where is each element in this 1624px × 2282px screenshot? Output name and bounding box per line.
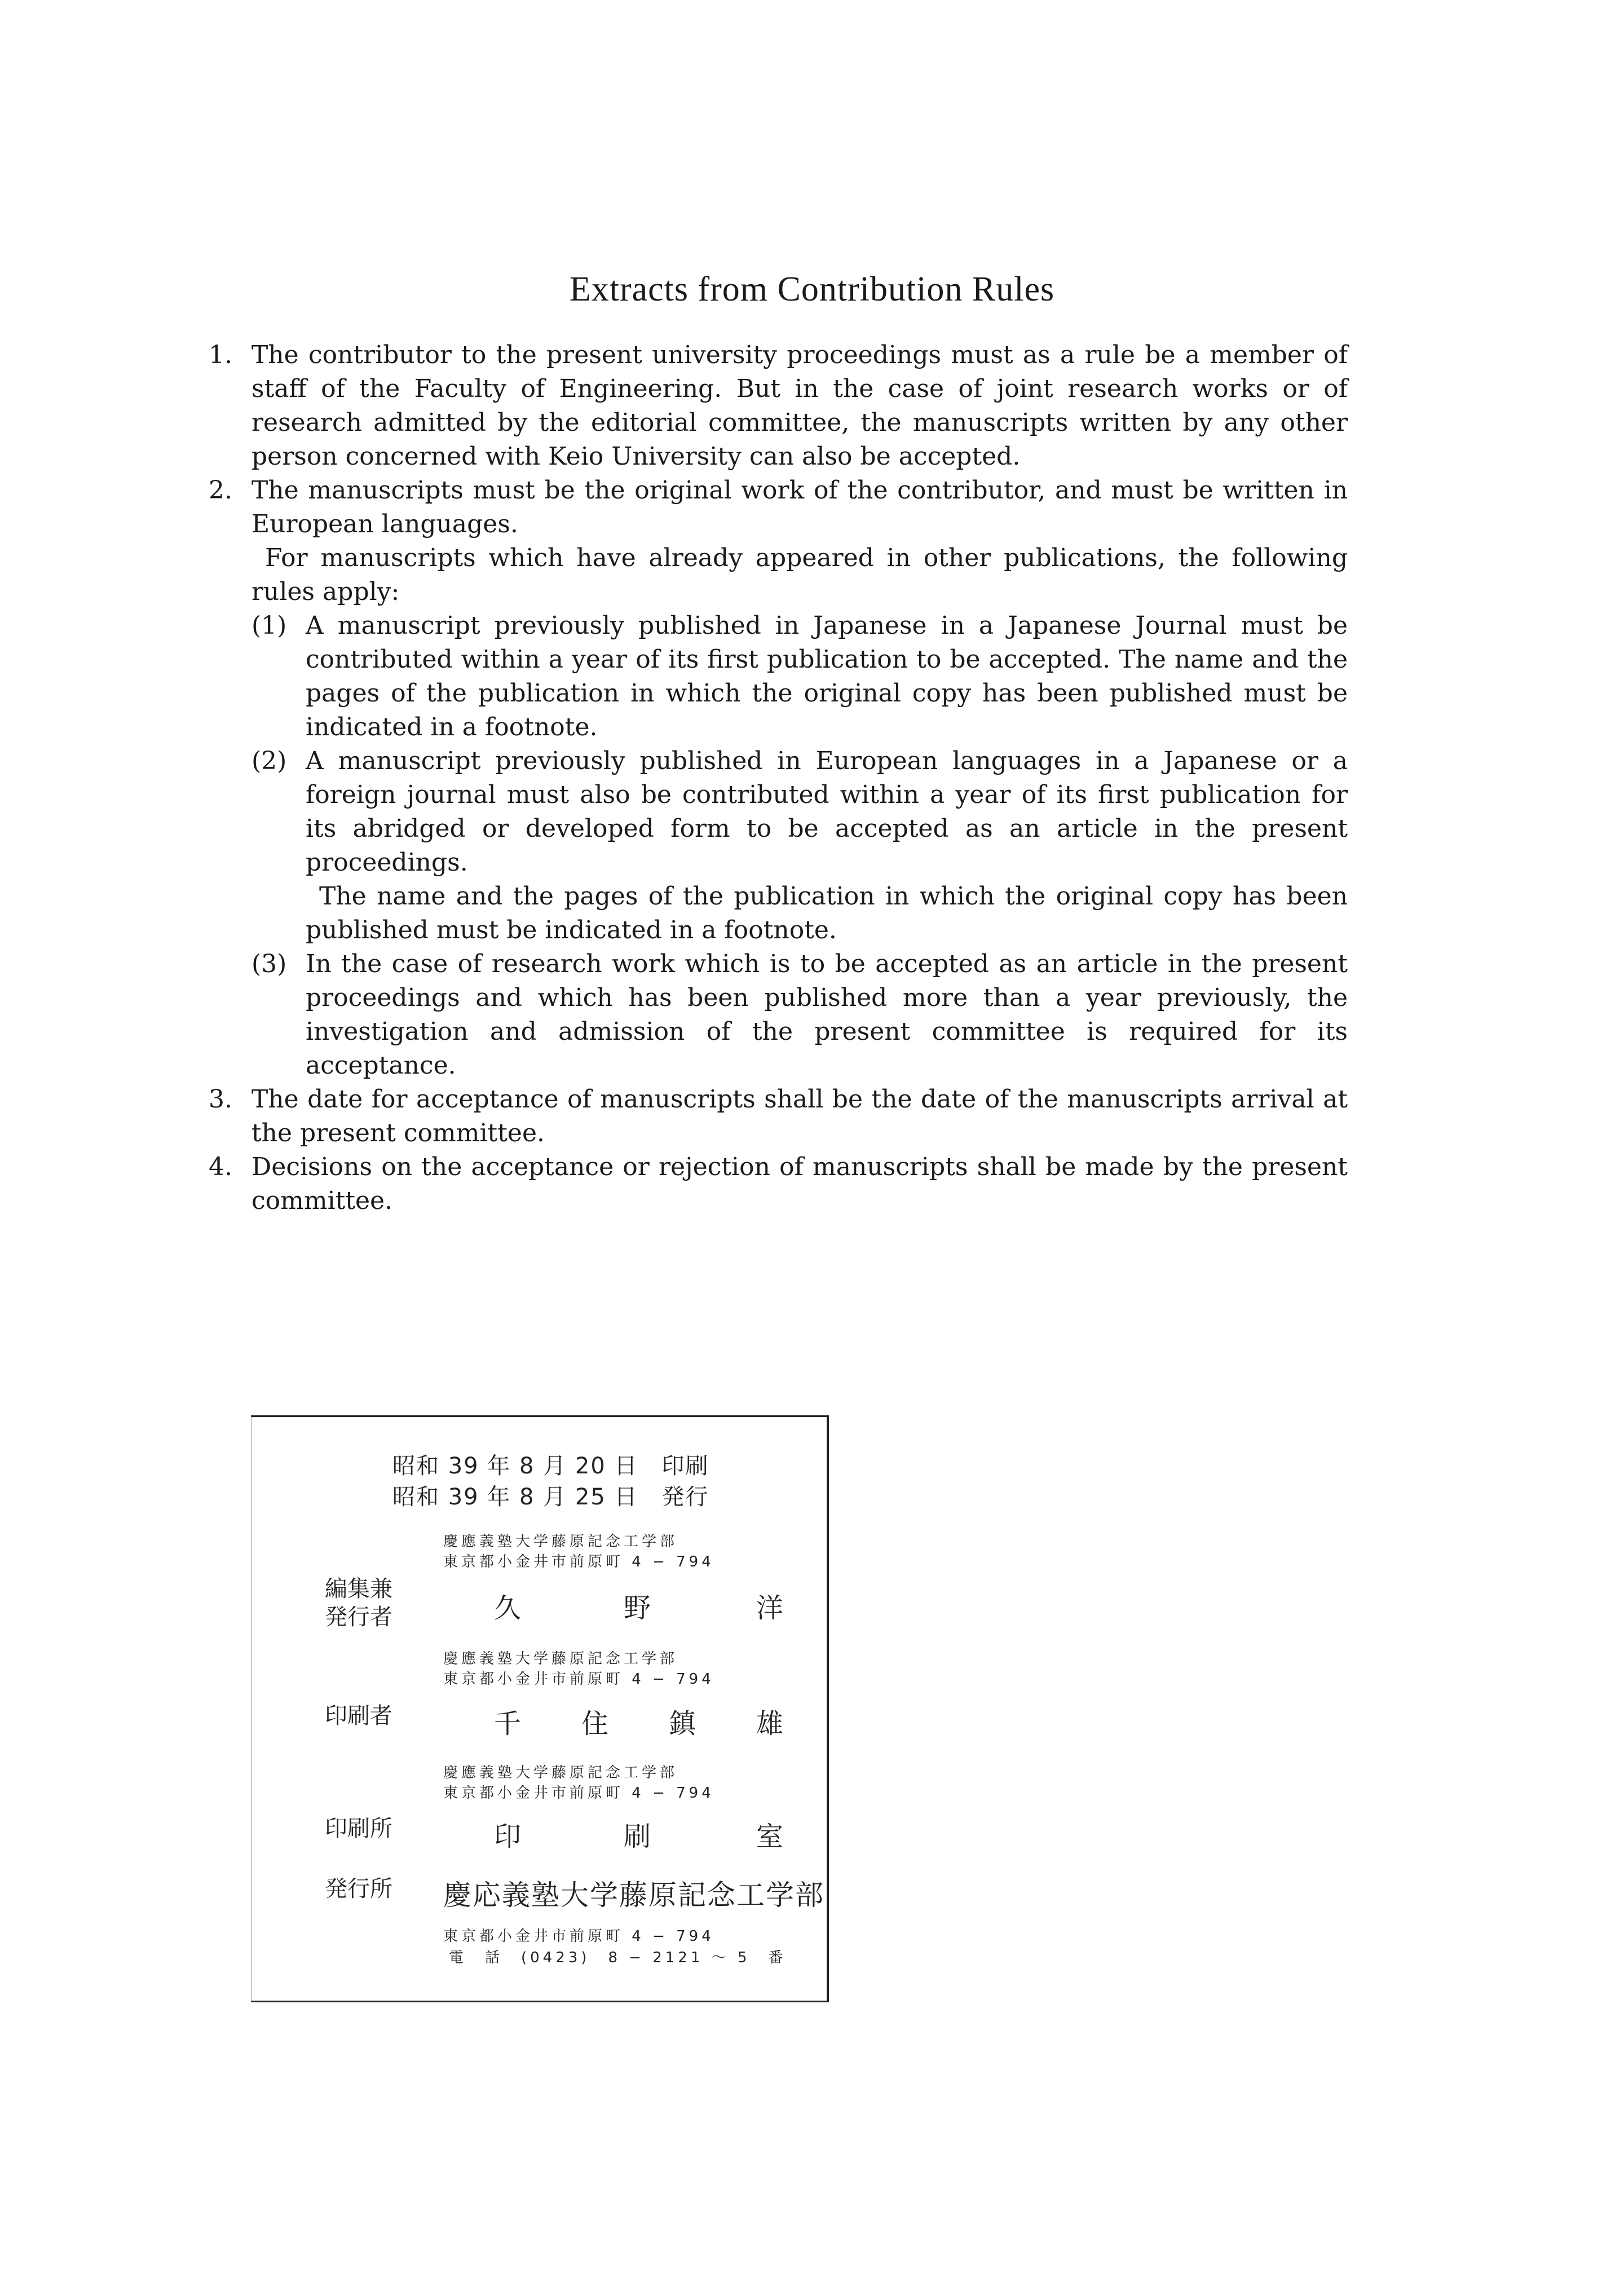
issue-date: 昭和 39 年 8 月 25 日 発行 bbox=[392, 1484, 709, 1510]
printer-role: 印刷者 bbox=[325, 1703, 392, 1729]
rules-list bbox=[209, 338, 1348, 1218]
publisher-address: 東京都小金井市前原町 4 − 794 bbox=[443, 1928, 714, 1945]
subrule-text: A manuscript previously published in European languages in a Japanese or a foreign journal must also be contributed within a year of its first publication for its abridged or developed form to be accepted as an article in the present proceedings. bbox=[306, 747, 1348, 877]
press-org: 慶應義塾大学藤原記念工学部 bbox=[443, 1764, 678, 1781]
editor-address: 東京都小金井市前原町 4 − 794 bbox=[443, 1553, 714, 1570]
rule-number: 1. bbox=[209, 341, 232, 369]
rule-text: Decisions on the acceptance or rejection of manuscripts shall be made by the present committee. bbox=[251, 1153, 1348, 1215]
printer-address: 東京都小金井市前原町 4 − 794 bbox=[443, 1671, 714, 1688]
rule-number: 2. bbox=[209, 476, 232, 505]
printer-name-char: 千 bbox=[494, 1708, 522, 1740]
subrule-text: In the case of research work which is to be accepted as an article in the present proceedings and which has been published more than a year previously, the investigation and admission of the present committee is required for its acceptance. bbox=[306, 950, 1348, 1080]
subrule-2 bbox=[251, 744, 1348, 947]
editor-role-line2: 発行者 bbox=[325, 1604, 392, 1630]
colophon-box bbox=[251, 1415, 829, 2002]
rule-text: The manuscripts must be the original work of the contributor, and must be written in European languages. bbox=[251, 476, 1348, 539]
editor-org: 慶應義塾大学藤原記念工学部 bbox=[443, 1533, 678, 1550]
printer-name-char: 雄 bbox=[756, 1708, 784, 1740]
subrule-1 bbox=[251, 609, 1348, 744]
page-title: Extracts from Contribution Rules bbox=[569, 270, 1055, 308]
subrule-3 bbox=[251, 947, 1348, 1083]
printer-name-char: 住 bbox=[581, 1708, 609, 1740]
rule-paragraph: For manuscripts which have already appeared in other publications, the following rules apply: bbox=[251, 544, 1348, 606]
rule-text: The date for acceptance of manuscripts shall be the date of the manuscripts arrival at the present committee. bbox=[251, 1085, 1348, 1147]
editor-role-line1: 編集兼 bbox=[325, 1576, 392, 1602]
press-name-char: 刷 bbox=[624, 1821, 651, 1852]
rule-number: 4. bbox=[209, 1153, 232, 1181]
subrule-text: A manuscript previously published in Japanese in a Japanese Journal must be contributed within a year of its first publication to be accepted. The name and the pages of the publication in which the original copy has been published must be indicated in a footnote. bbox=[306, 611, 1348, 741]
editor-name-char: 洋 bbox=[756, 1592, 784, 1624]
rule-number: 3. bbox=[209, 1085, 232, 1114]
press-name-char: 印 bbox=[494, 1821, 522, 1852]
press-name-char: 室 bbox=[756, 1821, 784, 1852]
editor-role bbox=[325, 1575, 392, 1631]
editor-name-char: 野 bbox=[624, 1592, 651, 1624]
subrule-number: (1) bbox=[251, 611, 287, 640]
publisher-role: 発行所 bbox=[325, 1876, 392, 1902]
printer-org: 慶應義塾大学藤原記念工学部 bbox=[443, 1650, 678, 1667]
press-role: 印刷所 bbox=[325, 1816, 392, 1842]
rule-4 bbox=[209, 1150, 1348, 1218]
printer-name-char: 鎮 bbox=[669, 1708, 696, 1740]
rule-text: The contributor to the present university proceedings must as a rule be a member of staff of the Faculty of Engineering. But in the case of joint research works or of research admitted by the editorial committee, the manuscripts written by any other person concerned with Keio University can also be accepted. bbox=[251, 341, 1348, 471]
rule-2 bbox=[209, 474, 1348, 1083]
subrule-continuation: The name and the pages of the publication in which the original copy has been published must be indicated in a footnote. bbox=[306, 882, 1348, 944]
rule-3 bbox=[209, 1083, 1348, 1150]
editor-name-char: 久 bbox=[494, 1592, 522, 1624]
press-address: 東京都小金井市前原町 4 − 794 bbox=[443, 1785, 714, 1802]
rule-1 bbox=[209, 338, 1348, 474]
subrule-number: (3) bbox=[251, 950, 287, 978]
print-date: 昭和 39 年 8 月 20 日 印刷 bbox=[392, 1453, 709, 1479]
publisher-name: 慶応義塾大学藤原記念工学部 bbox=[443, 1879, 824, 1912]
subrule-number: (2) bbox=[251, 747, 287, 775]
publisher-phone: 電 話 (0423) 8 − 2121 〜 5 番 bbox=[449, 1949, 787, 1966]
